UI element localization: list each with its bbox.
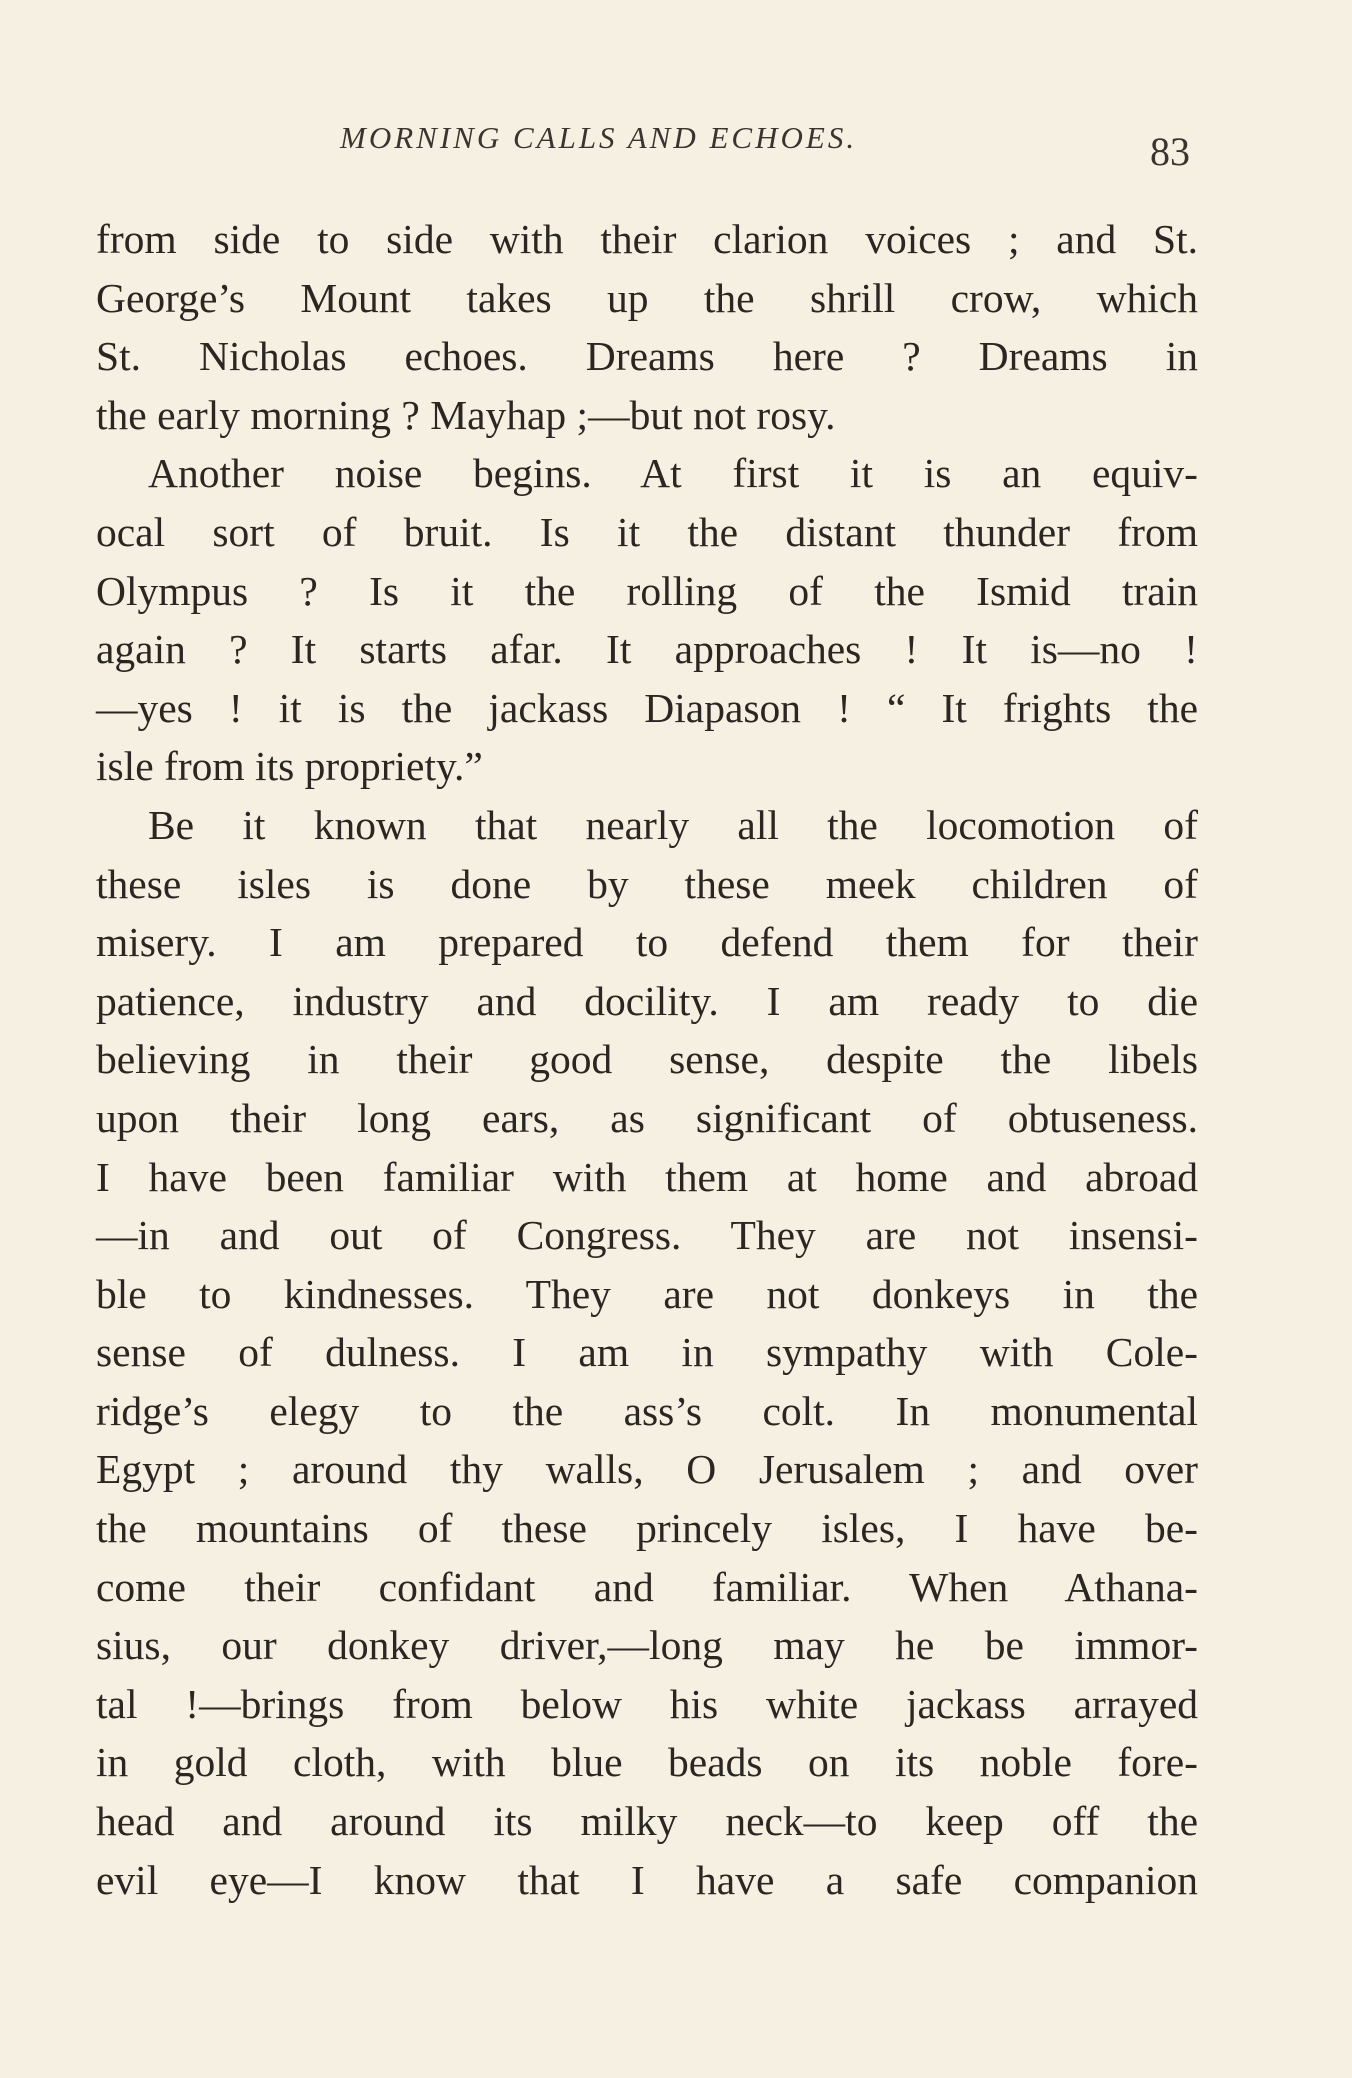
text-line: —in and out of Congress. They are not insensi- <box>96 1212 1198 1259</box>
text-line: patience, industry and docility. I am ready to die <box>96 977 1198 1024</box>
text-line: in gold cloth, with blue beads on its noble fore- <box>96 1739 1198 1786</box>
text-line: St. Nicholas echoes. Dreams here ? Dreams in <box>96 333 1198 380</box>
text-line: ocal sort of bruit. Is it the distant thunder from <box>96 508 1198 555</box>
body-text <box>96 210 1198 1909</box>
text-line: isle from its propriety.” <box>96 743 483 790</box>
text-line: these isles is done by these meek children of <box>96 860 1198 907</box>
text-line: George’s Mount takes up the shrill crow, which <box>96 274 1198 321</box>
text-line: Egypt ; around thy walls, O Jerusalem ; and over <box>96 1446 1198 1493</box>
text-line: the mountains of these princely isles, I have be- <box>96 1505 1198 1552</box>
text-line: —yes ! it is the jackass Diapason ! “ It frights the <box>96 684 1198 731</box>
text-line: ble to kindnesses. They are not donkeys in the <box>96 1270 1198 1317</box>
text-line: sius, our donkey driver,—long may he be immor- <box>96 1622 1198 1669</box>
text-line: believing in their good sense, despite the libels <box>96 1036 1198 1083</box>
text-line: I have been familiar with them at home and abroad <box>96 1153 1198 1200</box>
text-line: Olympus ? Is it the rolling of the Ismid train <box>96 567 1198 614</box>
running-head: MORNING CALLS AND ECHOES. <box>340 120 858 155</box>
text-line: misery. I am prepared to defend them for their <box>96 919 1198 966</box>
text-line: Another noise begins. At first it is an equiv- <box>148 450 1198 497</box>
text-line: ridge’s elegy to the ass’s colt. In monumental <box>96 1387 1198 1434</box>
text-line: tal !—brings from below his white jackass arrayed <box>96 1680 1198 1727</box>
text-line: come their confidant and familiar. When Athana- <box>96 1563 1198 1610</box>
text-line: evil eye—I know that I have a safe companion <box>96 1856 1198 1903</box>
text-line: sense of dulness. I am in sympathy with Cole- <box>96 1329 1198 1376</box>
page-number: 83 <box>1150 129 1190 174</box>
text-line: head and around its milky neck—to keep off the <box>96 1798 1198 1845</box>
text-line: from side to side with their clarion voices ; and St. <box>96 216 1198 262</box>
text-line: again ? It starts afar. It approaches ! It is—no ! <box>96 626 1198 673</box>
text-line: upon their long ears, as significant of obtuseness. <box>96 1094 1198 1141</box>
text-line: the early morning ? Mayhap ;—but not rosy. <box>96 391 836 438</box>
text-line: Be it known that nearly all the locomotion of <box>148 801 1198 848</box>
